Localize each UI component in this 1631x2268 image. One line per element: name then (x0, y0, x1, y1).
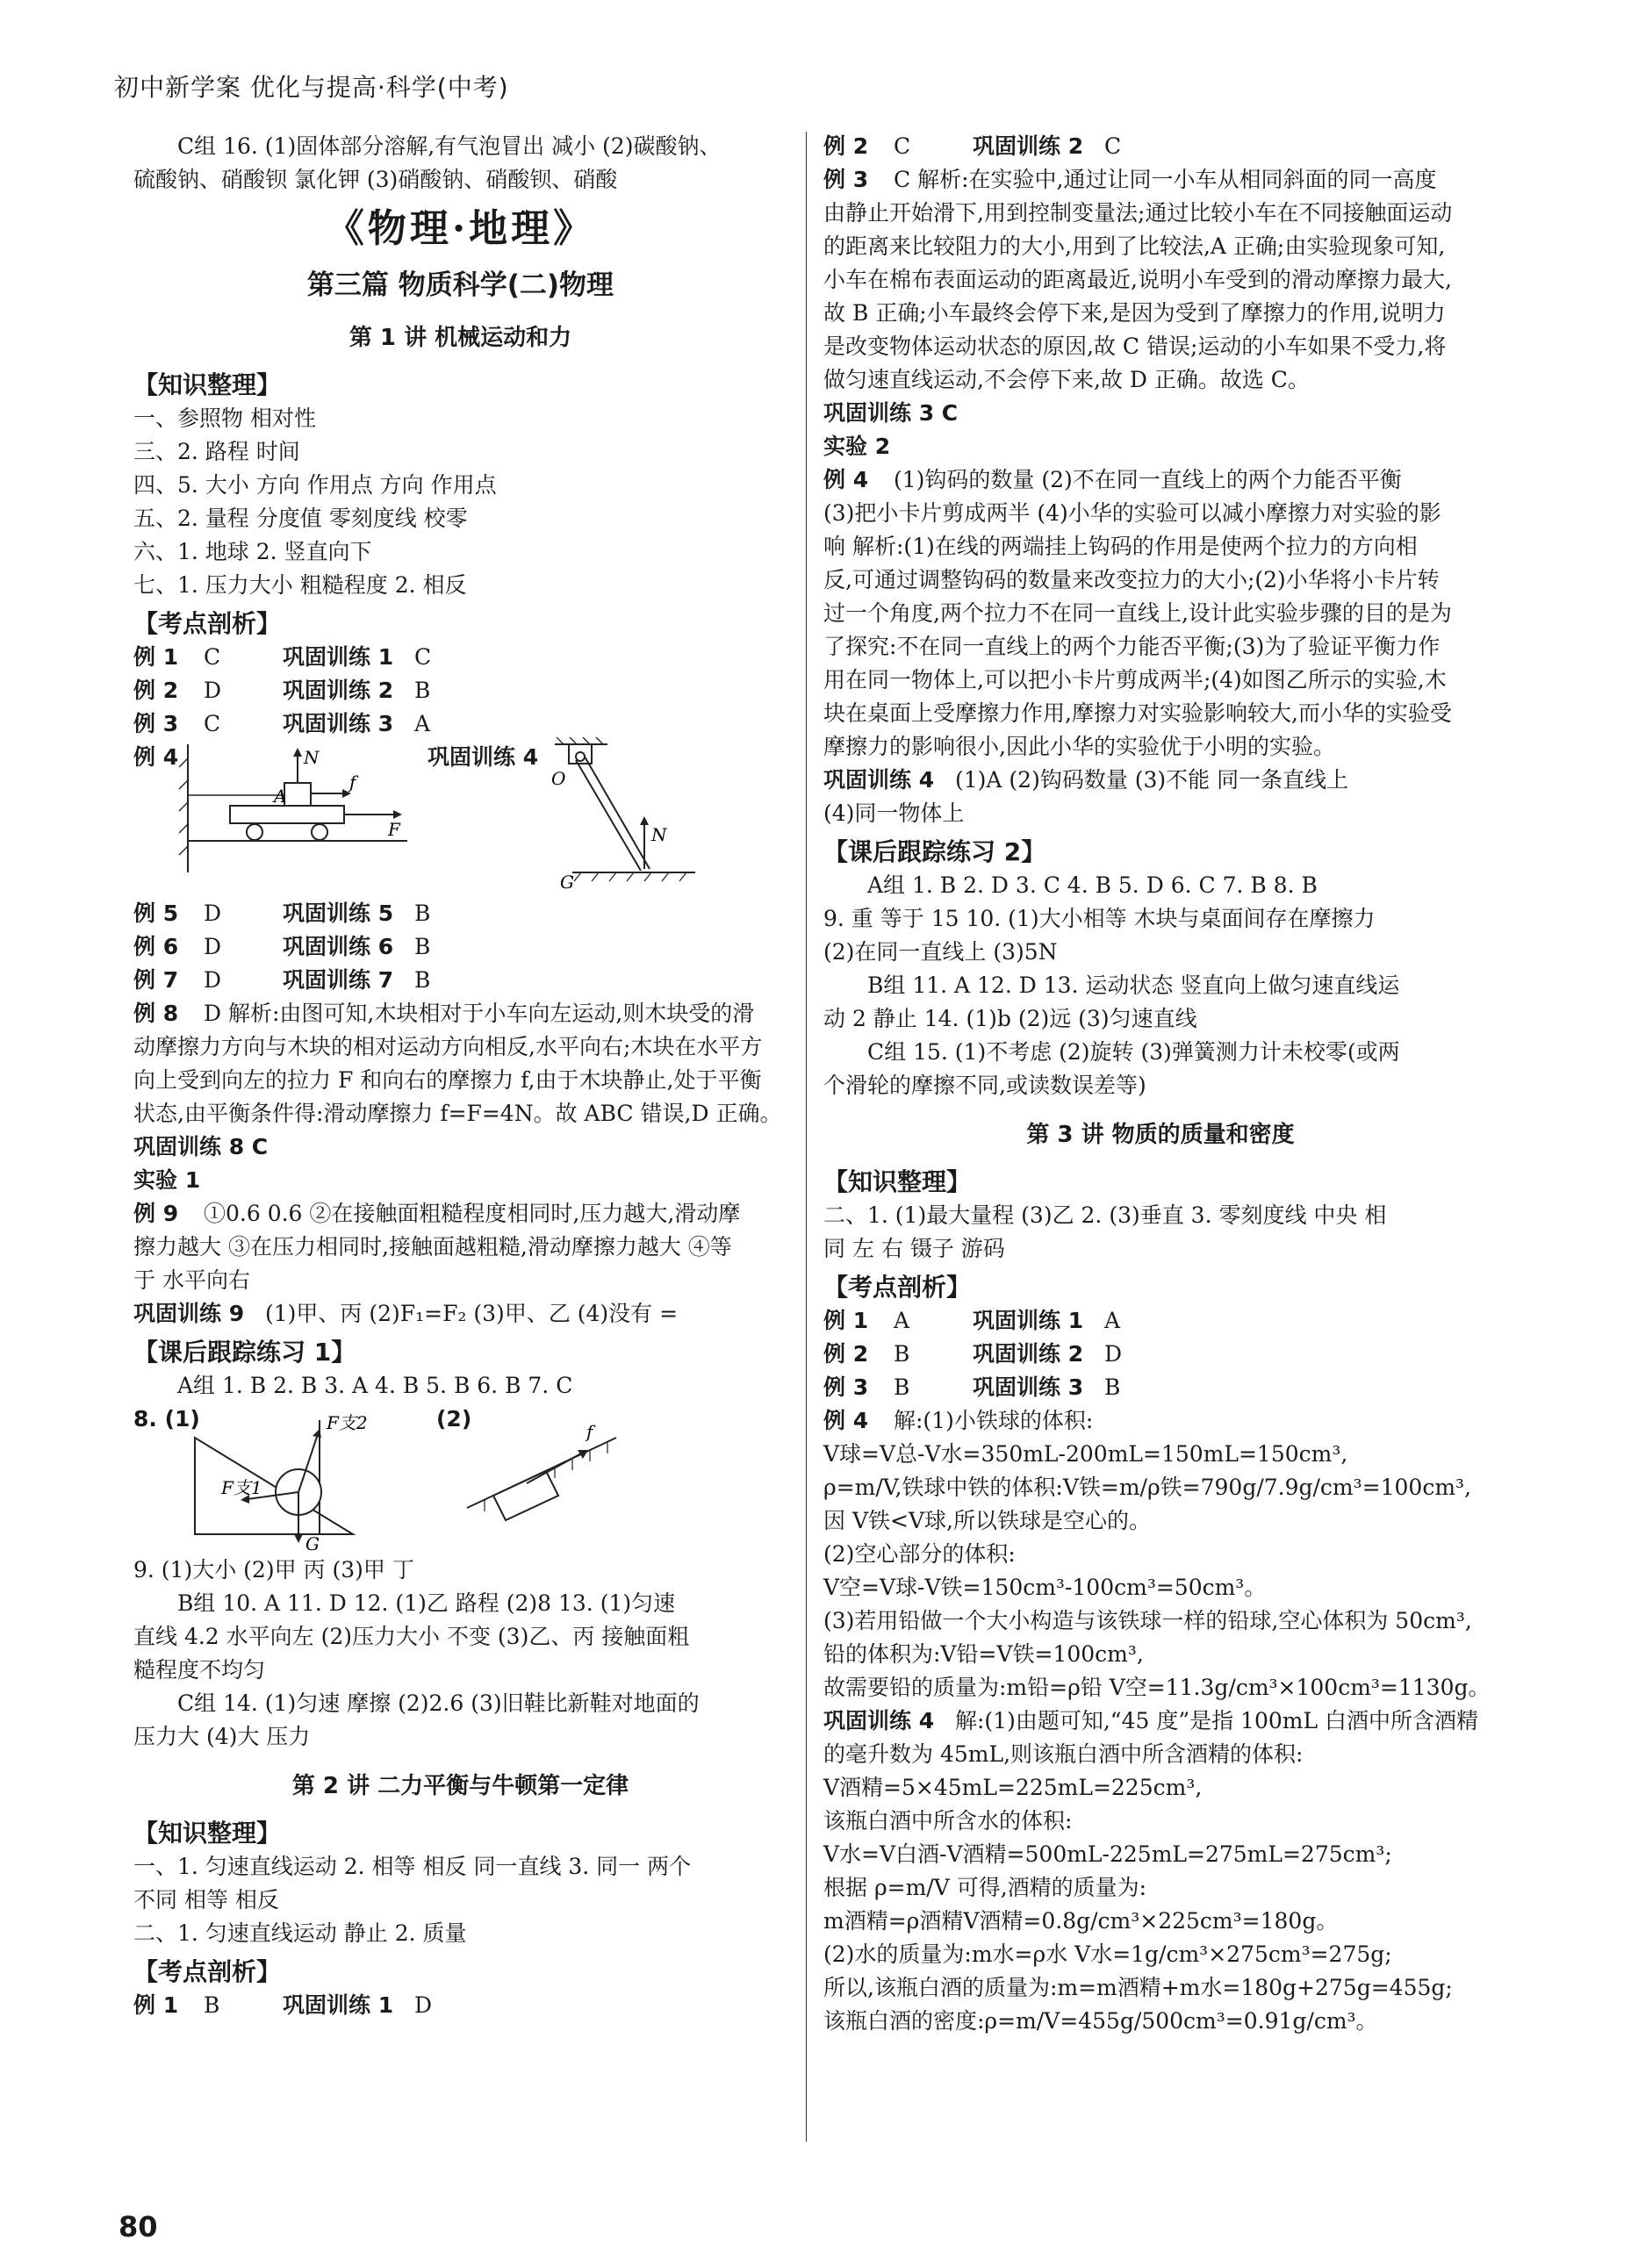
question-9: 9. (1)大小 (2)甲 丙 (3)甲 丁 (133, 1557, 414, 1583)
example-9-text: 擦力越大 ③在压力相同时,接触面越粗糙,滑动摩擦力越大 ④等 (133, 1234, 732, 1260)
example-row: 例 2 B 巩固训练 2 D (823, 1341, 1123, 1367)
example-row: 例 7 D 巩固训练 7 B (133, 967, 431, 993)
example-8-text: 向上受到向左的拉力 F 和向右的摩擦力 f,由于木块静止,处于平衡 (133, 1067, 762, 1093)
example-4-text: 摩擦力的影响很小,因此小华的实验优于小明的实验。 (823, 734, 1335, 759)
sphere-on-incline-diagram (186, 1403, 368, 1554)
training-4b-text: 根据 ρ=m/V 可得,酒精的质量为: (823, 1875, 1147, 1900)
example-row: 例 3 C 巩固训练 3 A (133, 711, 431, 736)
example-4b-text: (3)若用铅做一个大小构造与该铁球一样的铅球,空心体积为 50cm³, (823, 1608, 1472, 1633)
analysis-3-heading: 【考点剖析】 (823, 1273, 972, 1302)
example-4-text: 反,可通过调整钩码的数量来改变拉力的大小;(2)小华将小卡片转 (823, 567, 1440, 592)
right-column (823, 130, 1498, 2038)
knowledge-item: 六、1. 地球 2. 竖直向下 (133, 539, 372, 564)
training-4b-text: (2)水的质量为:m水=ρ水 V水=1g/cm³×275cm³=275g; (823, 1941, 1392, 1967)
rod-force-diagram (546, 741, 704, 894)
training-4b-text: m酒精=ρ酒精V酒精=0.8g/cm³×225cm³=180g。 (823, 1908, 1339, 1934)
analysis-heading: 【考点剖析】 (133, 609, 282, 638)
part-title: 第三篇 物质科学(二)物理 (306, 269, 614, 301)
training-4b-text: V水=V白酒-V酒精=500mL-225mL=275mL=275cm³; (823, 1841, 1392, 1867)
q8-label: 8. (1) (133, 1406, 200, 1432)
example-4b-text: (2)空心部分的体积: (823, 1541, 1016, 1567)
example-4-text: (3)把小卡片剪成两半 (4)小华的实验可以减小摩擦力对实验的影 (823, 500, 1441, 526)
label-F-support-1: F支1 (221, 1477, 262, 1498)
homework-1-a: A组 1. B 2. B 3. A 4. B 5. B 6. B 7. C (177, 1373, 573, 1398)
left-column (133, 130, 787, 2022)
example-4b-text: 故需要铅的质量为:m铅=ρ铅 V空=11.3g/cm³×100cm³=1130g。 (823, 1675, 1491, 1700)
experiment-1: 实验 1 (133, 1167, 201, 1193)
example-row: 例 3 B 巩固训练 3 B (823, 1374, 1121, 1400)
knowledge-item: 七、1. 压力大小 粗糙程度 2. 相反 (133, 572, 467, 598)
column-divider (806, 132, 807, 2142)
c-group-answer: C组 16. (1)固体部分溶解,有气泡冒出 减小 (2)碳酸钠、 (177, 133, 722, 159)
example-8-text: 状态,由平衡条件得:滑动摩擦力 f=F=4N。故 ABC 错误,D 正确。 (133, 1101, 782, 1126)
analysis-2-heading: 【考点剖析】 (133, 1957, 282, 1986)
homework-2-b: B组 11. A 12. D 13. 运动状态 竖直向上做匀速直线运 (867, 973, 1400, 998)
example-row: 例 2 D 巩固训练 2 B (133, 678, 431, 703)
example-4-text: 响 解析:(1)在线的两端挂上钩码的作用是使两个拉力的方向相 (823, 534, 1418, 559)
example-4b-text: 因 V铁<V球,所以铁球是空心的。 (823, 1508, 1151, 1533)
label-O: O (551, 768, 566, 789)
training-9: 巩固训练 9 (1)甲、丙 (2)F₁=F₂ (3)甲、乙 (4)没有 = (133, 1301, 679, 1326)
lecture-3-title: 第 3 讲 物质的质量和密度 (1026, 1122, 1295, 1148)
example-8-text: 动摩擦力方向与木块的相对运动方向相反,水平向右;木块在水平方 (133, 1034, 763, 1059)
homework-1-b-cont: 直线 4.2 水平向左 (2)压力大小 不变 (3)乙、丙 接触面粗 (133, 1624, 690, 1649)
example-4b-text: V空=V球-V铁=150cm³-100cm³=50cm³。 (823, 1575, 1267, 1600)
example-3-text: 做匀速直线运动,不会停下来,故 D 正确。故选 C。 (823, 367, 1310, 392)
knowledge-item: 三、2. 路程 时间 (133, 439, 300, 464)
homework-2-text: 个滑轮的摩擦不同,或读数误差等) (823, 1073, 1146, 1098)
example-row: 例 2 C 巩固训练 2 C (823, 133, 1122, 159)
knowledge-item: 五、2. 量程 分度值 零刻度线 校零 (133, 506, 468, 531)
homework-1-b-cont: 糙程度不均匀 (133, 1657, 266, 1683)
homework-2-c: C组 15. (1)不考虑 (2)旋转 (3)弹簧测力计未校零(或两 (867, 1039, 1400, 1065)
lecture-1-title: 第 1 讲 机械运动和力 (348, 325, 572, 351)
example-4-label: 例 4 (133, 744, 179, 770)
training-4: 巩固训练 4 (1)A (2)钩码数量 (3)不能 同一条直线上 (823, 767, 1349, 793)
label-f: f (349, 772, 356, 793)
homework-1-b: B组 10. A 11. D 12. (1)乙 路程 (2)8 13. (1)匀速 (177, 1590, 676, 1616)
c-group-answer-cont: 硫酸钠、硝酸钡 氯化钾 (3)硝酸钠、硝酸钡、硝酸 (133, 167, 618, 192)
knowledge-item: 一、参照物 相对性 (133, 406, 316, 431)
example-9-text: 于 水平向右 (133, 1267, 250, 1293)
knowledge-heading: 【知识整理】 (133, 370, 282, 399)
book-title: 《物理·地理》 (325, 206, 596, 251)
label-G: G (305, 1533, 320, 1554)
page-number: 80 (119, 2210, 158, 2243)
example-3-text: 小车在棉布表面运动的距离最近,说明小车受到的滑动摩擦力最大, (823, 267, 1452, 292)
example-row: 例 6 D 巩固训练 6 B (133, 934, 431, 959)
knowledge-2-heading: 【知识整理】 (133, 1819, 282, 1848)
training-3: 巩固训练 3 C (823, 400, 959, 426)
example-3-text: 的距离来比较阻力的大小,用到了比较法,A 正确;由实验现象可知, (823, 233, 1446, 259)
training-8: 巩固训练 8 C (133, 1134, 269, 1159)
label-A: A (274, 786, 287, 807)
label-G: G (560, 872, 574, 893)
example-4b-text: 铅的体积为:V铅=V铁=100cm³, (823, 1641, 1144, 1667)
training-4b-text: 该瓶白酒中所含水的体积: (823, 1808, 1073, 1834)
homework-2-text: 9. 重 等于 15 10. (1)大小相等 木块与桌面间存在摩擦力 (823, 906, 1376, 931)
block-on-incline-diagram (458, 1403, 634, 1552)
knowledge-item: 同 左 右 镊子 游码 (823, 1236, 1005, 1261)
example-4b-text: V球=V总-V水=350mL-200mL=150mL=150cm³, (823, 1441, 1348, 1467)
example-3-text: 是改变物体运动状态的原因,故 C 错误;运动的小车如果不受力,将 (823, 334, 1447, 359)
homework-2-a: A组 1. B 2. D 3. C 4. B 5. D 6. C 7. B 8. B (867, 872, 1318, 898)
example-4-text: 了探究:不在同一直线上的两个力能否平衡;(3)为了验证平衡力作 (823, 634, 1441, 659)
example-9: 例 9 ①0.6 0.6 ②在接触面粗糙程度相同时,压力越大,滑动摩 (133, 1201, 741, 1226)
cart-force-diagram (177, 741, 414, 894)
example-row: 例 1 C 巩固训练 1 C (133, 644, 432, 670)
example-3-text: 故 B 正确;小车最终会停下来,是因为受到了摩擦力的作用,说明力 (823, 300, 1446, 326)
knowledge-item: 四、5. 大小 方向 作用点 方向 作用点 (133, 472, 497, 498)
example-3: 例 3 C 解析:在实验中,通过让同一小车从相同斜面的同一高度 (823, 167, 1437, 192)
training-4b-text: 该瓶白酒的密度:ρ=m/V=455g/500cm³=0.91g/cm³。 (823, 2008, 1378, 2034)
label-F: F (388, 819, 400, 840)
knowledge-item: 二、1. (1)最大量程 (3)乙 2. (3)垂直 3. 零刻度线 中央 相 (823, 1202, 1387, 1228)
knowledge-item: 一、1. 匀速直线运动 2. 相等 相反 同一直线 3. 同一 两个 (133, 1854, 692, 1879)
homework-1-c-cont: 压力大 (4)大 压力 (133, 1724, 311, 1749)
page-header: 初中新学案 优化与提高·科学(中考) (114, 73, 509, 102)
lecture-2-title: 第 2 讲 二力平衡与牛顿第一定律 (291, 1773, 629, 1799)
example-4-figures (133, 741, 787, 897)
example-row: 例 5 D 巩固训练 5 B (133, 901, 431, 926)
example-4b-text: ρ=m/V,铁球中铁的体积:V铁=m/ρ铁=790g/7.9g/cm³=100cm³, (823, 1475, 1472, 1500)
homework-1-c: C组 14. (1)匀速 摩擦 (2)2.6 (3)旧鞋比新鞋对地面的 (177, 1690, 700, 1716)
homework-2-heading: 【课后跟踪练习 2】 (823, 837, 1046, 866)
training-4-text: (4)同一物体上 (823, 800, 965, 826)
label-f: f (586, 1421, 593, 1442)
training-4b-text: V酒精=5×45mL=225mL=225cm³, (823, 1775, 1203, 1800)
homework-2-text: (2)在同一直线上 (3)5N (823, 939, 1058, 965)
label-F-support-2: F支2 (327, 1412, 368, 1433)
q8-label-2: (2) (436, 1406, 472, 1432)
example-4-text: 过一个角度,两个拉力不在同一直线上,设计此实验步骤的目的是为 (823, 600, 1452, 626)
knowledge-item: 不同 相等 相反 (133, 1887, 279, 1913)
knowledge-3-heading: 【知识整理】 (823, 1167, 972, 1196)
example-3-text: 由静止开始滑下,用到控制变量法;通过比较小车在不同接触面运动 (823, 200, 1453, 226)
training-4-label: 巩固训练 4 (428, 744, 539, 770)
example-4-text: 用在同一物体上,可以把小卡片剪成两半;(4)如图乙所示的实验,木 (823, 667, 1447, 693)
example-4-text: 块在桌面上受摩擦力作用,摩擦力对实验影响较大,而小华的实验受 (823, 700, 1452, 726)
example-row: 例 1 B 巩固训练 1 D (133, 1992, 433, 2018)
example-4: 例 4 (1)钩码的数量 (2)不在同一直线上的两个力能否平衡 (823, 467, 1402, 492)
training-4b: 巩固训练 4 解:(1)由题可知,“45 度”是指 100mL 白酒中所含酒精 (823, 1708, 1479, 1733)
training-4b-text: 的毫升数为 45mL,则该瓶白酒中所含酒精的体积: (823, 1741, 1304, 1767)
training-4b-text: 所以,该瓶白酒的质量为:m=m酒精+m水=180g+275g=455g; (823, 1975, 1453, 2000)
question-8-figures (133, 1403, 787, 1554)
homework-2-text: 动 2 静止 14. (1)b (2)远 (3)匀速直线 (823, 1006, 1197, 1031)
label-N: N (304, 747, 320, 768)
homework-1-heading: 【课后跟踪练习 1】 (133, 1338, 356, 1367)
example-4b: 例 4 解:(1)小铁球的体积: (823, 1408, 1094, 1433)
knowledge-item: 二、1. 匀速直线运动 静止 2. 质量 (133, 1920, 467, 1946)
experiment-2: 实验 2 (823, 434, 891, 459)
example-8: 例 8 D 解析:由图可知,木块相对于小车向左运动,则木块受的滑 (133, 1001, 755, 1026)
example-row: 例 1 A 巩固训练 1 A (823, 1308, 1121, 1333)
label-N: N (651, 824, 667, 845)
